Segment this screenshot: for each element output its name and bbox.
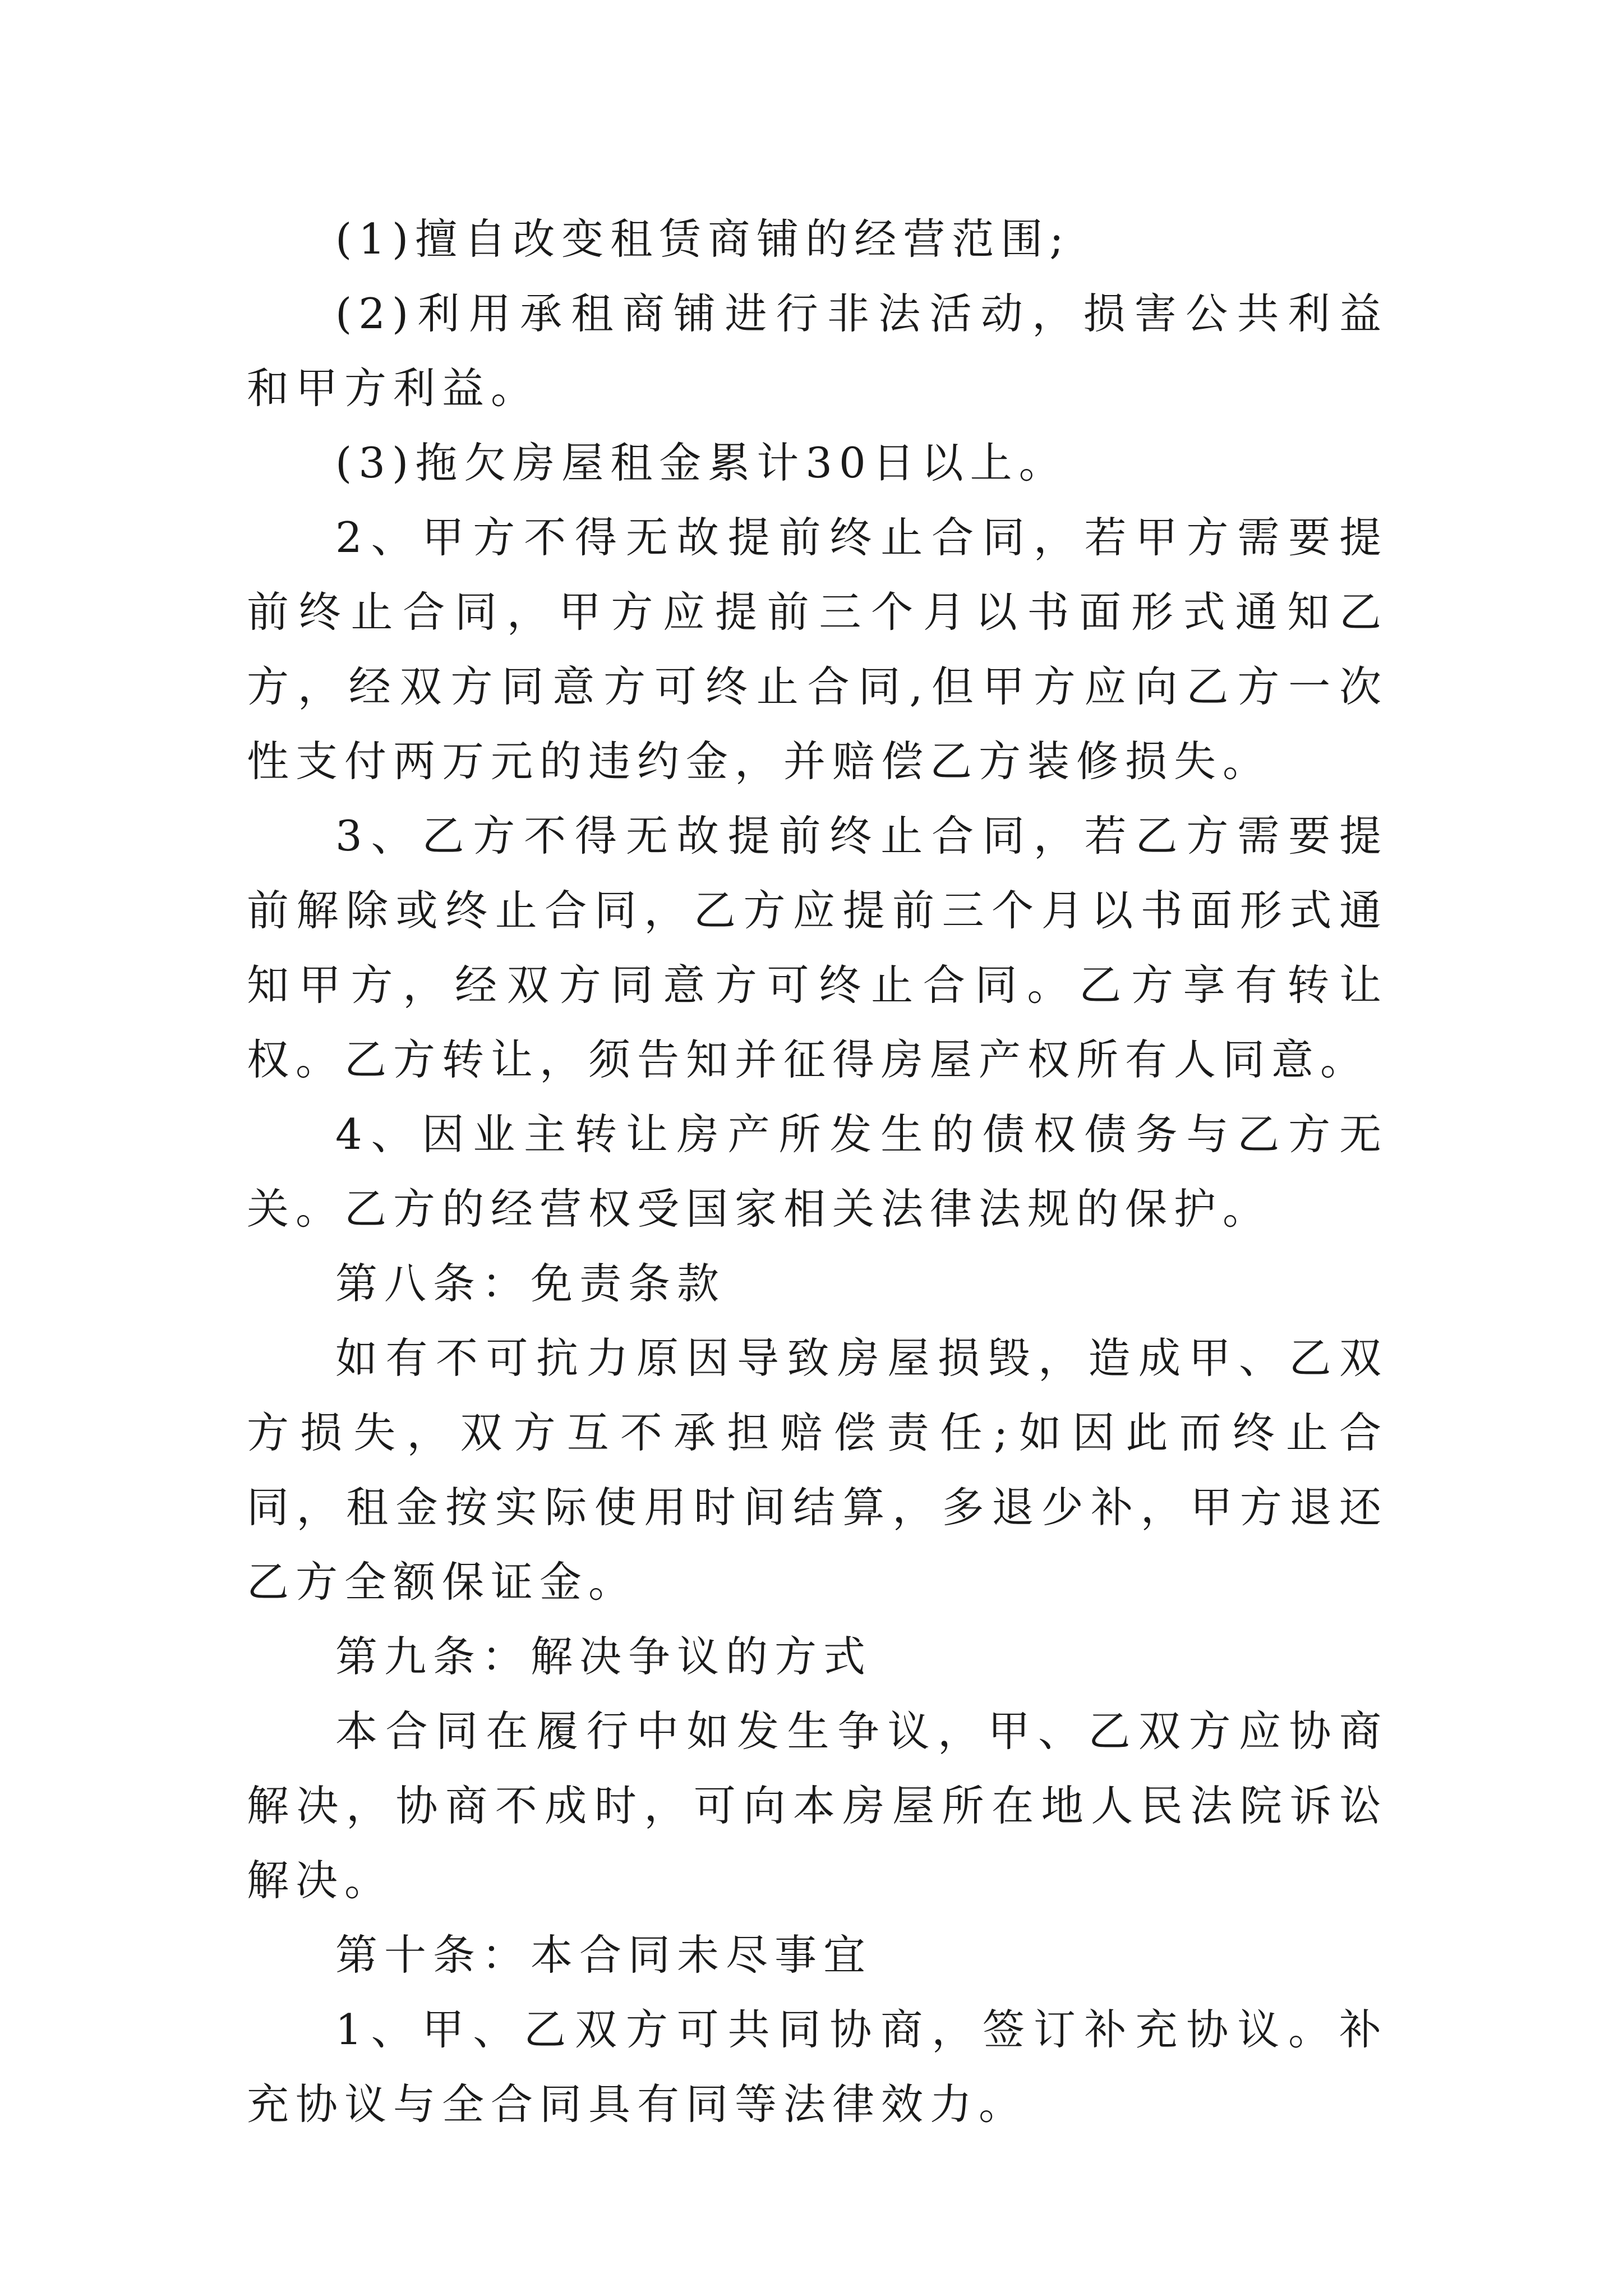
- clause-item-3: (3)拖欠房屋租金累计30日以上。: [335, 438, 1068, 487]
- article-8-paragraph: 如有不可抗力原因导致房屋损毁，造成甲、乙双方损失，双方互不承担赔偿责任;如因此而终止合同，租金按实际使用时间结算，多退少补，甲方退还乙方全额保证金。: [247, 1333, 1388, 1607]
- article-10-heading: 第十条：本合同未尽事宜: [335, 1930, 873, 1980]
- article-8-heading: 第八条：免责条款: [335, 1259, 726, 1308]
- article-9-heading: 第九条：解决争议的方式: [335, 1632, 873, 1681]
- clause-item-2: (2)利用承租商铺进行非法活动，损害公共利益和甲方利益。: [247, 289, 1388, 413]
- clause-4-paragraph: 4、因业主转让房产所发生的债权债务与乙方无关。乙方的经营权受国家相关法律法规的保护。: [247, 1110, 1388, 1234]
- clause-3-paragraph: 3、乙方不得无故提前终止合同，若乙方需要提前解除或终止合同，乙方应提前三个月以书面形式通知甲方，经双方同意方可终止合同。乙方享有转让权。乙方转让，须告知并征得房屋产权所有人同意。: [247, 811, 1388, 1084]
- document-body: [247, 202, 1388, 2142]
- clause-2-paragraph: 2、甲方不得无故提前终止合同，若甲方需要提前终止合同，甲方应提前三个月以书面形式通知乙方，经双方同意方可终止合同,但甲方应向乙方一次性支付两万元的违约金，并赔偿乙方装修损失。: [247, 513, 1388, 786]
- article-9-paragraph: 本合同在履行中如发生争议，甲、乙双方应协商解决，协商不成时，可向本房屋所在地人民法院诉讼解决。: [247, 1706, 1388, 1905]
- clause-item-1: (1)擅自改变租赁商铺的经营范围;: [335, 214, 1071, 264]
- article-10-paragraph-1: 1、甲、乙双方可共同协商，签订补充协议。补充协议与全合同具有同等法律效力。: [247, 2005, 1388, 2129]
